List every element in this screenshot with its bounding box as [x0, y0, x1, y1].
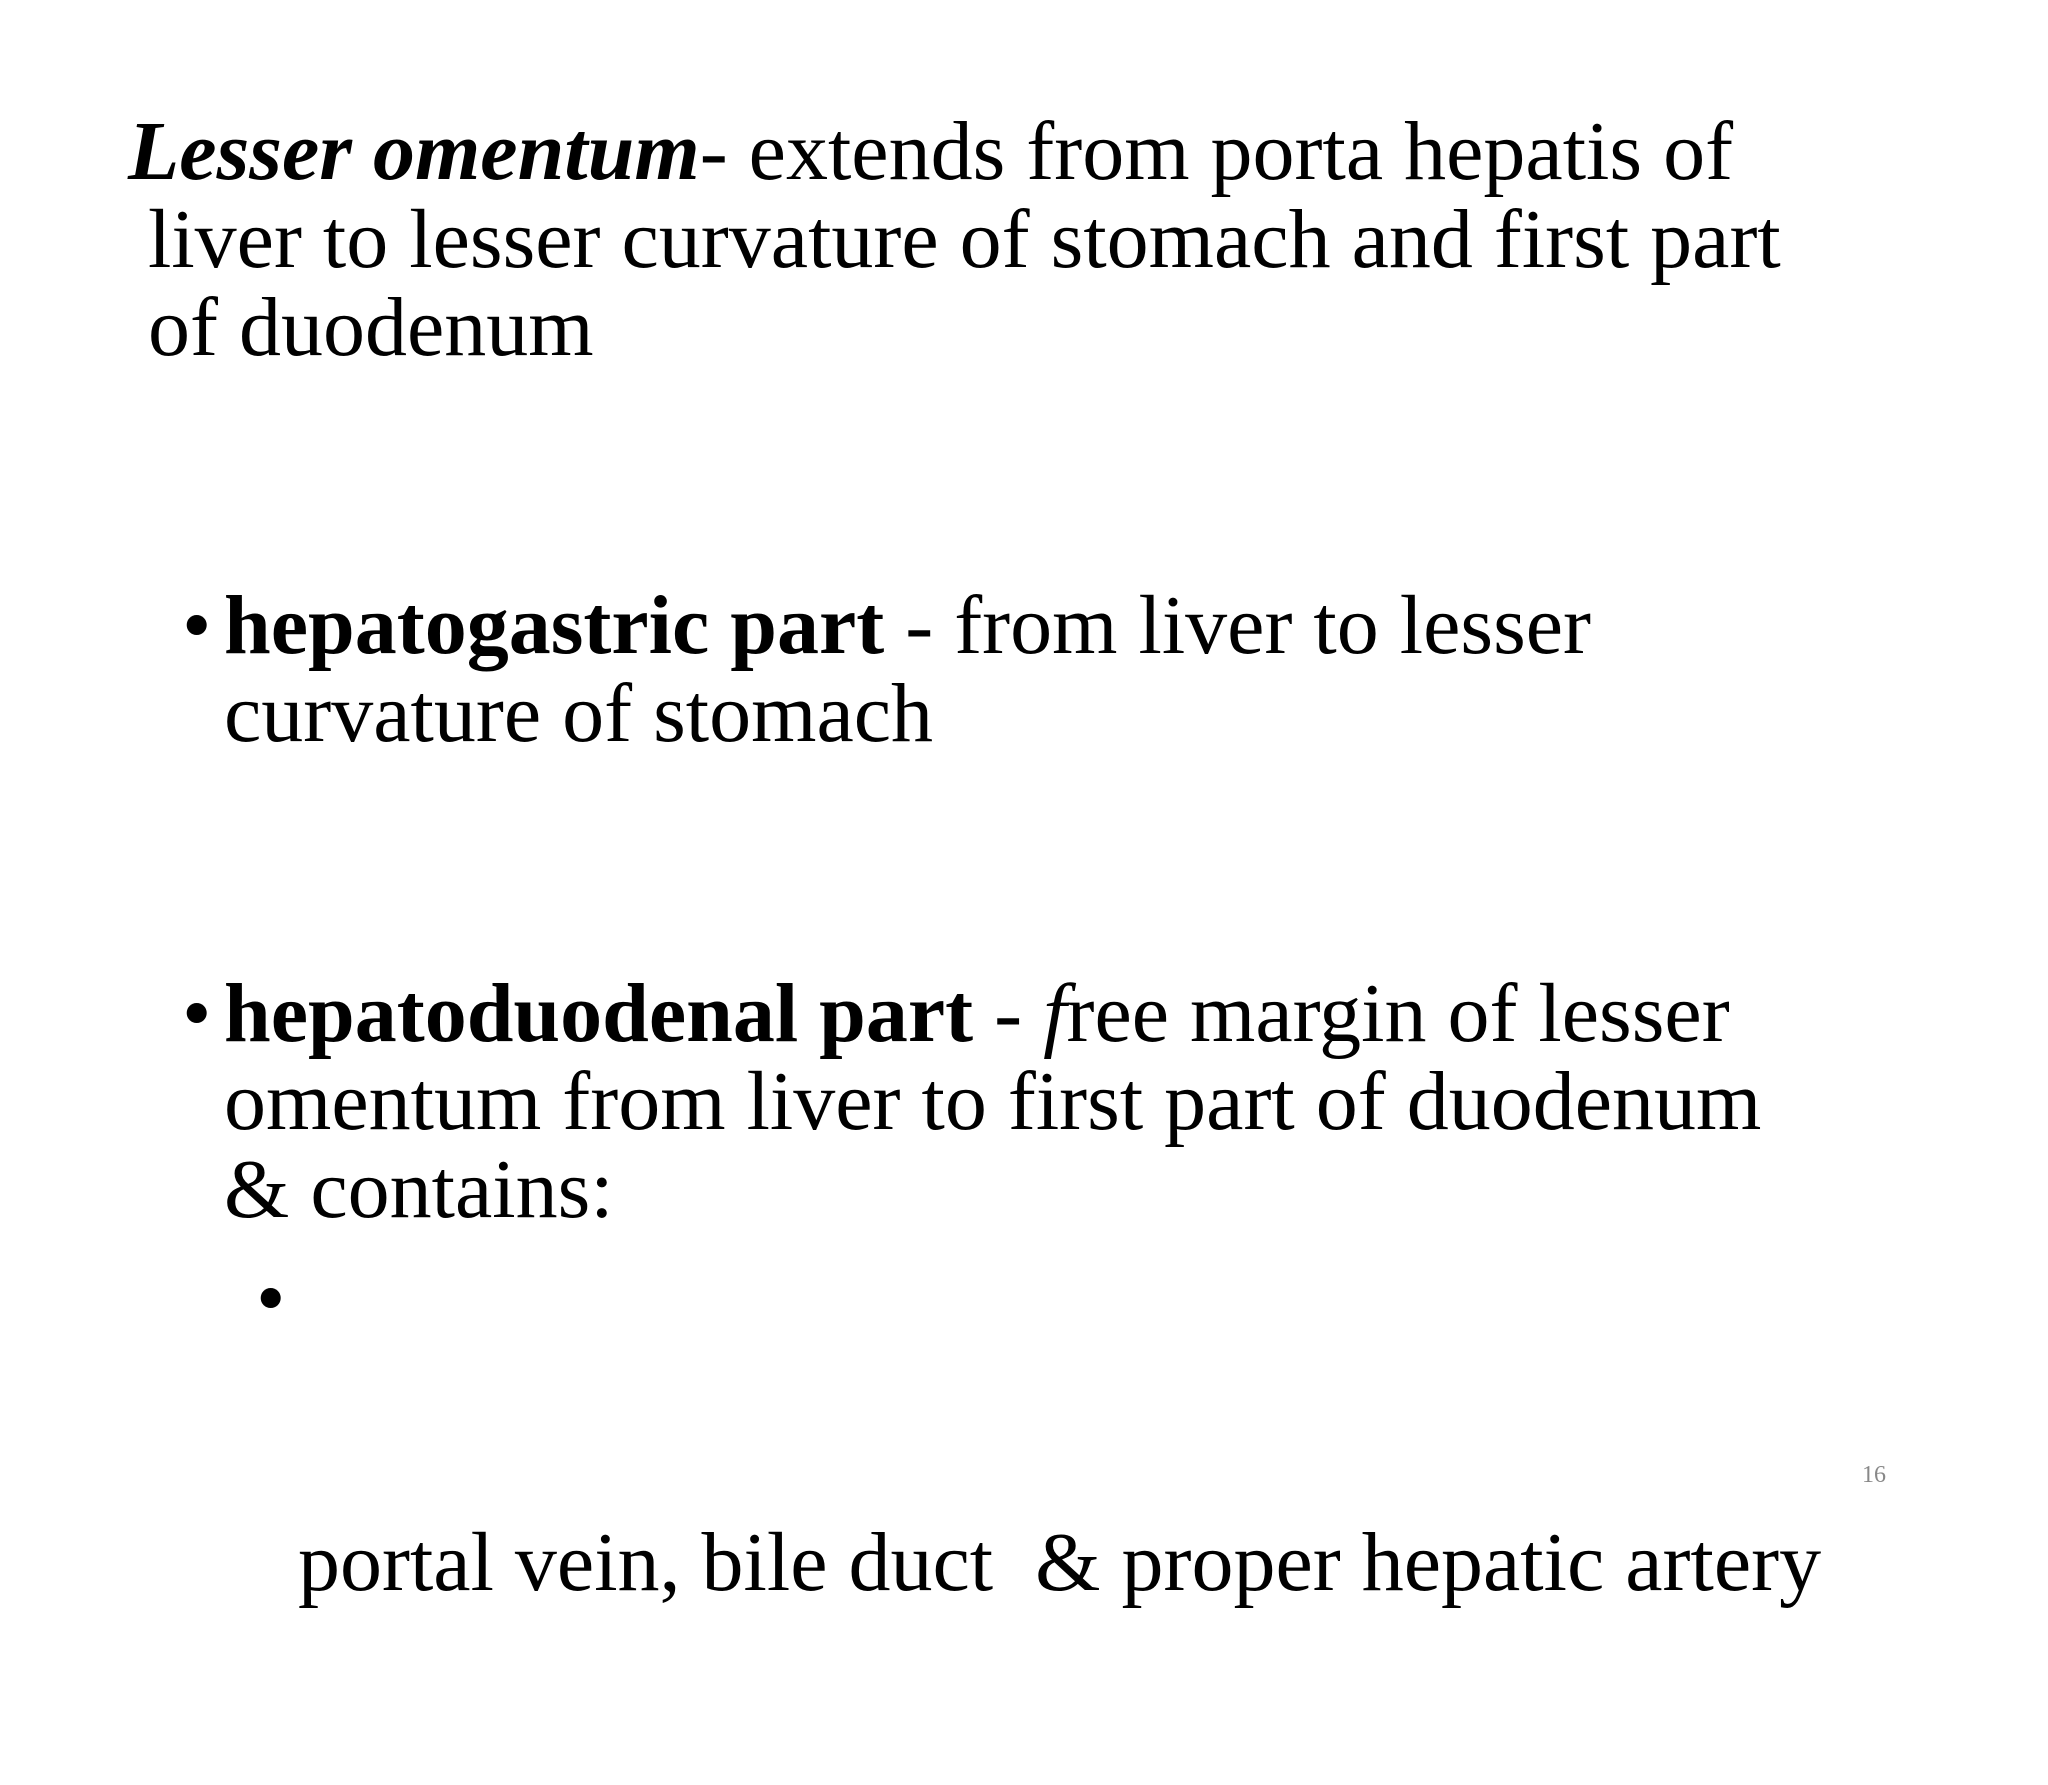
intro-term: Lesser omentum — [128, 105, 700, 198]
bullet-line-1 — [182, 967, 1982, 1060]
page-number: 16 — [1862, 1462, 1886, 1488]
sub-bullet-marker: • — [256, 1252, 286, 1345]
bullet-line-2: curvature of stomach — [224, 667, 934, 760]
bullet-line-2: omentum from liver to first part of duodenum — [224, 1055, 1762, 1148]
bullet-marker: • — [182, 967, 212, 1060]
sub-bullet-text: portal vein, bile duct & proper hepatic artery — [298, 1516, 1822, 1609]
intro-line-1-rest: - extends from porta hepatis of — [699, 105, 1734, 198]
bullet-hepatoduodenal — [182, 967, 1982, 1236]
bullet-line-1 — [182, 579, 1982, 672]
sub-bullet-contents — [256, 1252, 2016, 1783]
intro-line-3: of duodenum — [148, 281, 594, 374]
bullet-line-3: & contains: — [224, 1143, 614, 1236]
intro-line-2: liver to lesser curvature of stomach and first part — [148, 193, 1781, 286]
intro-paragraph — [128, 105, 2008, 374]
bullet-line-1-rest: ree margin of lesser — [1066, 967, 1730, 1060]
bullet-dash: - — [973, 967, 1044, 1060]
bullet-term: hepatoduodenal part — [224, 967, 974, 1060]
bullet-line-1-rest: - from liver to lesser — [884, 579, 1592, 672]
bullet-italic-letter: f — [1043, 967, 1067, 1060]
intro-line-1 — [128, 105, 1733, 198]
bullet-term: hepatogastric part — [224, 579, 885, 672]
bullet-hepatogastric — [182, 579, 1982, 760]
bullet-marker: • — [182, 579, 212, 672]
